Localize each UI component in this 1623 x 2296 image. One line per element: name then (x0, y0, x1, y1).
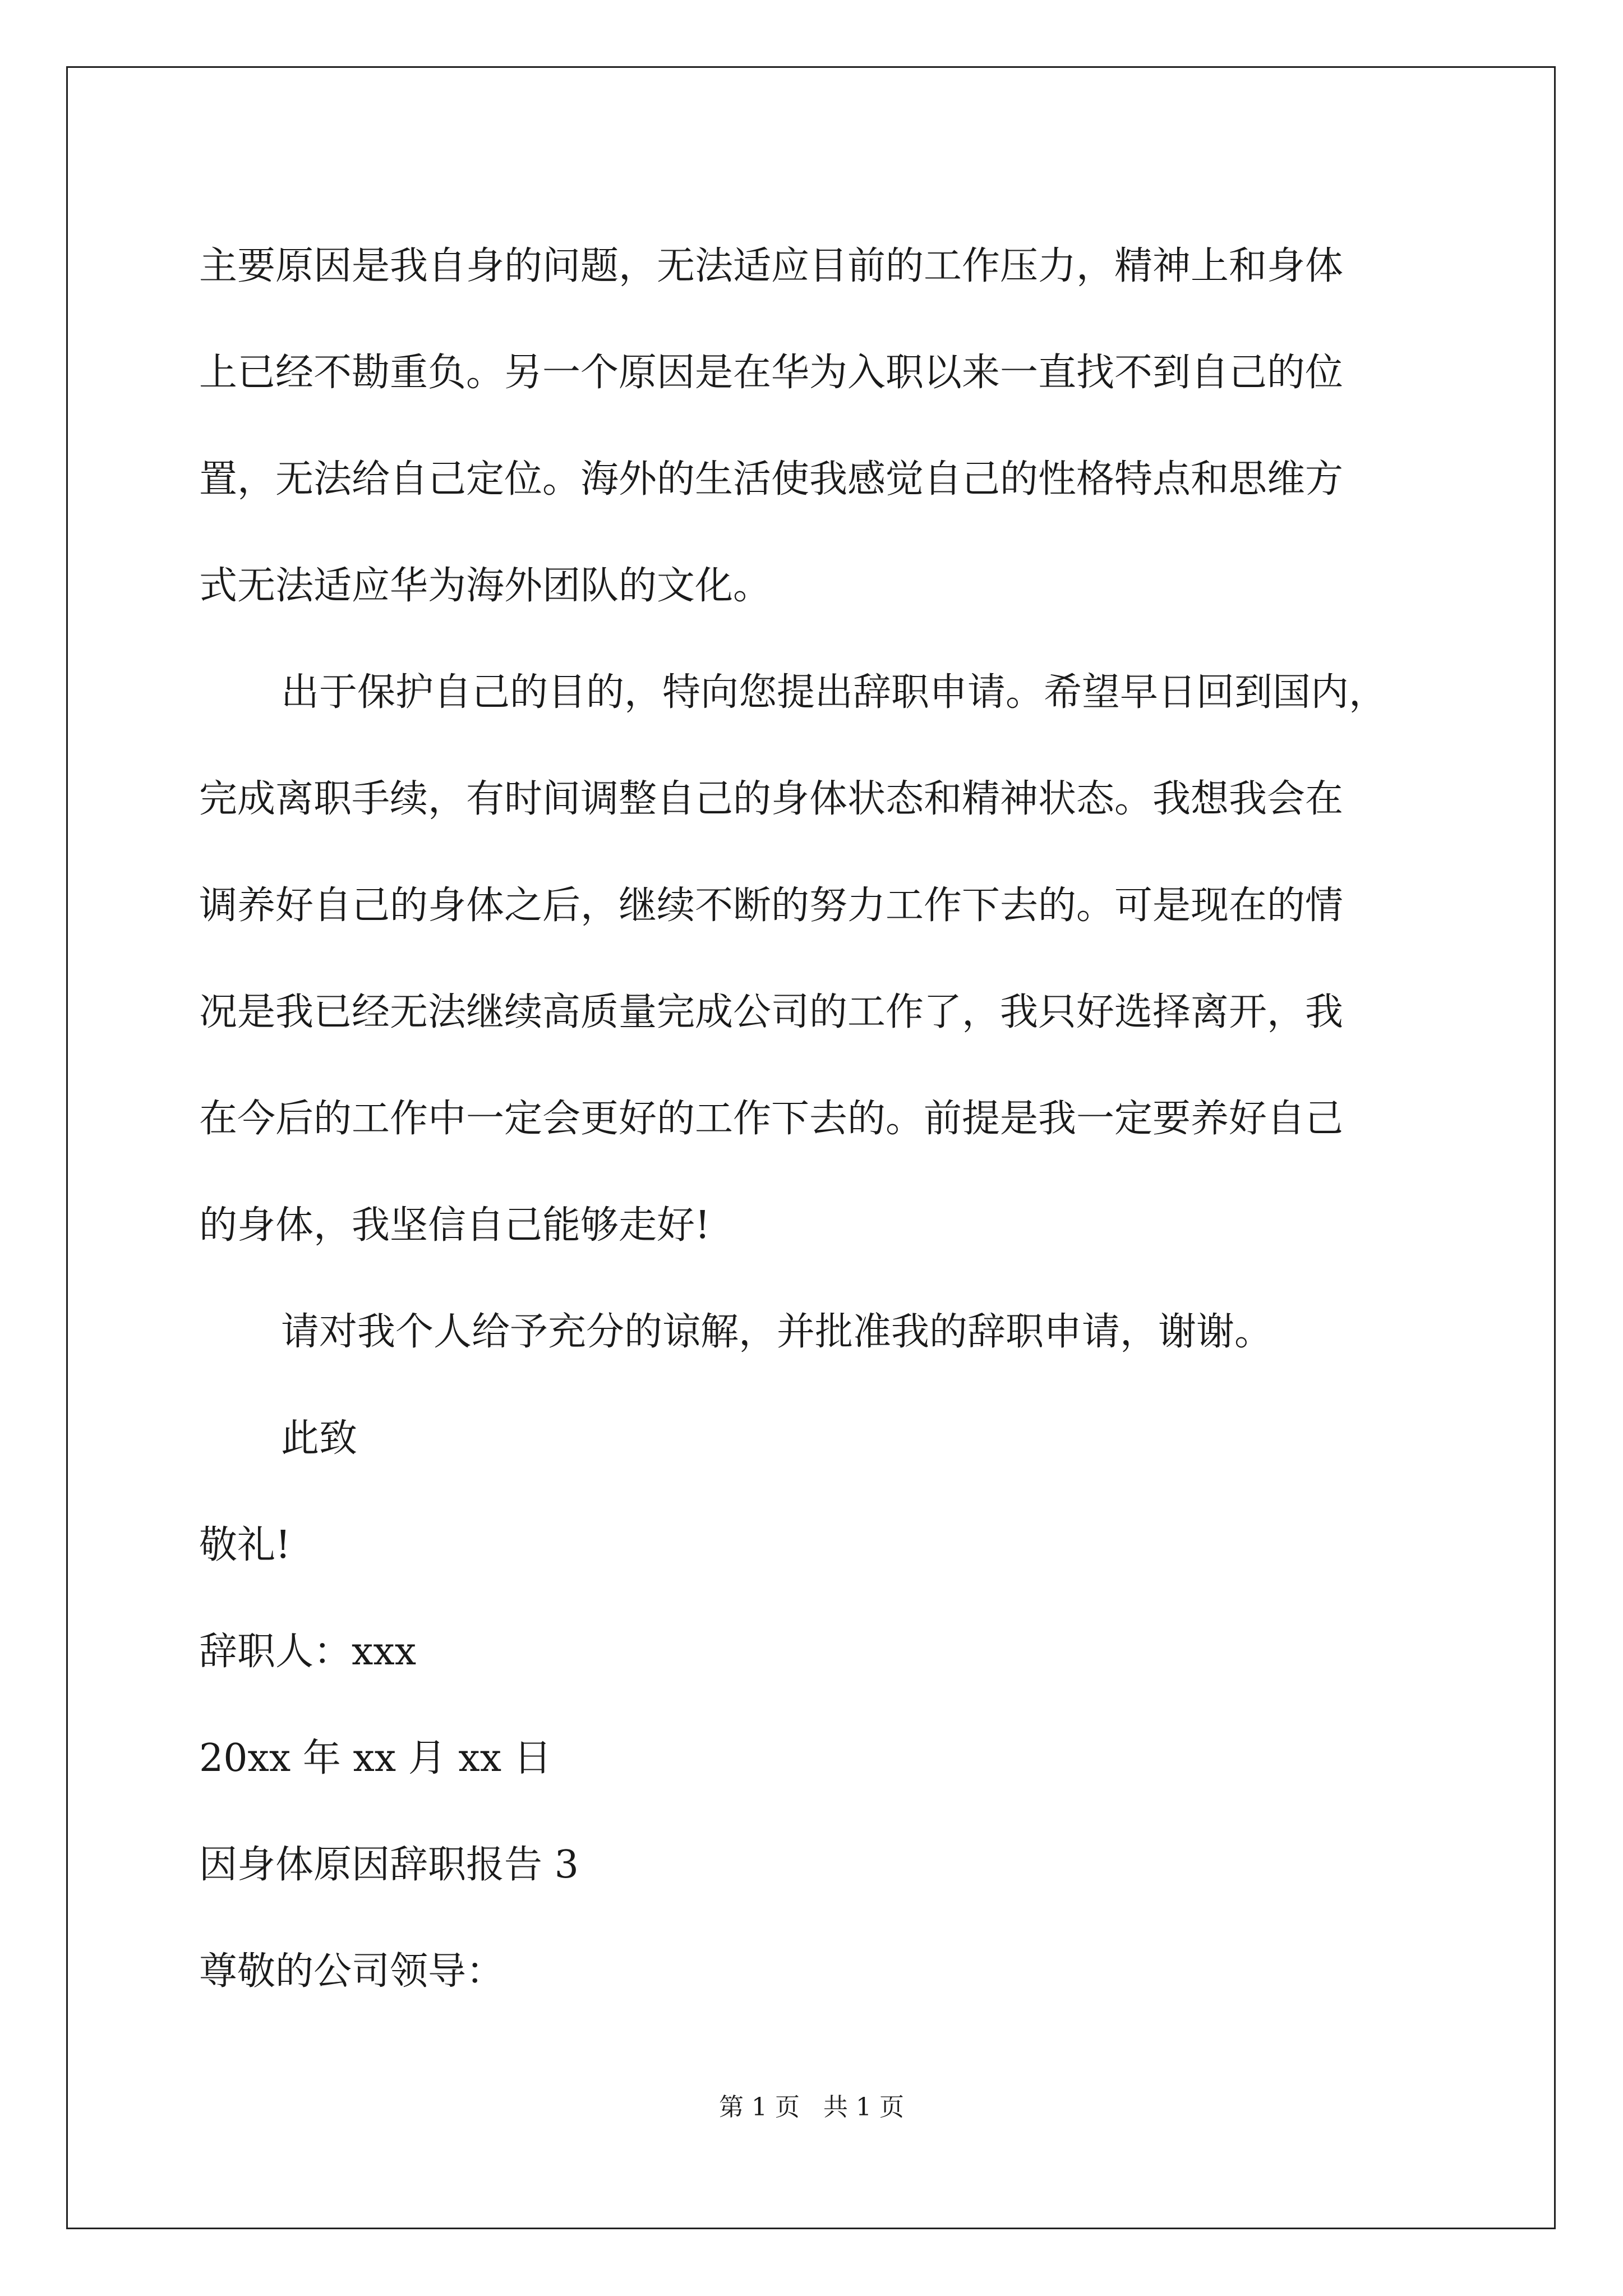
section-title: 因身体原因辞职报告 3 (199, 1843, 579, 1887)
greeting-line: 尊敬的公司领导： (199, 1949, 505, 1994)
closing-phrase: 此致 (281, 1416, 358, 1461)
paragraph-line: 上已经不勘重负。另一个原因是在华为入职以来一直找不到自己的位 (199, 351, 1344, 395)
signature-line: 辞职人：xxx (199, 1630, 417, 1674)
paragraph-line: 置，无法给自己定位。海外的生活使我感觉自己的性格特点和思维方 (199, 457, 1344, 501)
paragraph-line: 在今后的工作中一定会更好的工作下去的。前提是我一定要养好自己 (199, 1097, 1344, 1141)
salutation: 敬礼! (199, 1523, 291, 1567)
page-total: 共 1 页 (823, 2093, 904, 2122)
page-footer (0, 2087, 1623, 2123)
paragraph-line: 请对我个人给予充分的谅解，并批准我的辞职申请，谢谢。 (281, 1310, 1273, 1354)
date-line: 20xx 年 xx 月 xx 日 (199, 1736, 552, 1780)
paragraph-line: 式无法适应华为海外团队的文化。 (199, 564, 772, 608)
document-body (199, 213, 1433, 2025)
paragraph-line: 主要原因是我自身的问题，无法适应目前的工作压力，精神上和身体 (199, 244, 1344, 288)
paragraph-line: 出于保护自己的目的，特向您提出辞职申请。希望早日回到国内， (281, 670, 1387, 715)
page-number: 第 1 页 (719, 2093, 800, 2122)
paragraph-line: 况是我已经无法继续高质量完成公司的工作了，我只好选择离开，我 (199, 990, 1344, 1034)
paragraph-line: 的身体，我坚信自己能够走好! (199, 1203, 711, 1248)
paragraph-line: 调养好自己的身体之后，继续不断的努力工作下去的。可是现在的情 (199, 884, 1344, 928)
paragraph-line: 完成离职手续，有时间调整自己的身体状态和精神状态。我想我会在 (199, 777, 1344, 821)
